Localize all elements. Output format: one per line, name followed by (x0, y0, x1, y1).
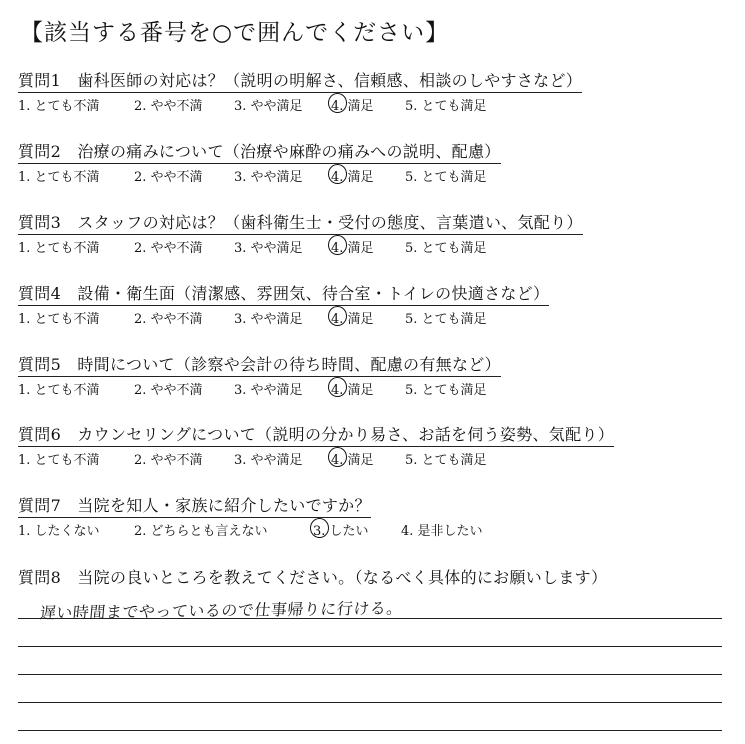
option-4-selected[interactable]: 4. 満足 (331, 99, 374, 114)
handwritten-answer: 遅い時間までやっているので仕事帰りに行ける。 (39, 598, 404, 623)
option-3[interactable]: 3. やや満足 (234, 453, 303, 468)
question-title: 質問1 歯科医師の対応は？（説明の明解さ、信頼感、相談のしやすさなど） (18, 68, 582, 93)
option-4-selected[interactable]: 4. 満足 (331, 170, 374, 185)
option-2[interactable]: 2. やや不満 (134, 453, 203, 468)
selection-circle (328, 377, 347, 397)
option-5[interactable]: 5. とても満足 (405, 312, 487, 327)
option-1[interactable]: 1. とても不満 (18, 170, 100, 185)
option-5[interactable]: 5. とても満足 (405, 453, 487, 468)
selection-circle (328, 164, 347, 184)
question-8-title: 質問8 当院の良いところを教えてください。（なるべく具体的にお願いします） (18, 568, 608, 587)
page-title: 【該当する番号を○で囲んでください】 (20, 20, 450, 46)
option-2[interactable]: 2. やや不満 (134, 383, 203, 398)
option-2[interactable]: 2. やや不満 (134, 241, 203, 256)
option-5[interactable]: 5. とても満足 (405, 99, 487, 114)
option-5[interactable]: 5. とても満足 (405, 241, 487, 256)
option-4[interactable]: 4. 是非したい (401, 524, 483, 539)
option-2[interactable]: 2. やや不満 (134, 99, 203, 114)
question-title: 質問7 当院を知人・家族に紹介したいですか？ (18, 493, 371, 518)
option-2[interactable]: 2. どちらとも言えない (134, 524, 268, 539)
option-3-selected[interactable]: 3. したい (313, 524, 369, 539)
option-5[interactable]: 5. とても満足 (405, 170, 487, 185)
option-3[interactable]: 3. やや満足 (234, 170, 303, 185)
question-title: 質問3 スタッフの対応は？（歯科衛生士・受付の態度、言葉遣い、気配り） (18, 210, 583, 235)
options-row (18, 449, 738, 467)
question-2 (18, 139, 738, 184)
question-3 (18, 210, 738, 255)
option-1[interactable]: 1. したくない (18, 524, 100, 539)
option-2[interactable]: 2. やや不満 (134, 170, 203, 185)
selection-circle (328, 235, 347, 255)
option-1[interactable]: 1. とても不満 (18, 99, 100, 114)
question-7 (18, 493, 738, 538)
option-1[interactable]: 1. とても不満 (18, 383, 100, 398)
question-title: 質問2 治療の痛みについて（治療や麻酔の痛みへの説明、配慮） (18, 139, 501, 164)
selection-circle (328, 93, 347, 113)
options-row (18, 379, 738, 397)
option-3[interactable]: 3. やや満足 (234, 241, 303, 256)
option-1[interactable]: 1. とても不満 (18, 241, 100, 256)
answer-line (18, 619, 722, 647)
options-row (18, 520, 738, 538)
option-4-selected[interactable]: 4. 満足 (331, 383, 374, 398)
option-3[interactable]: 3. やや満足 (234, 312, 303, 327)
options-row (18, 95, 738, 113)
option-5[interactable]: 5. とても満足 (405, 383, 487, 398)
option-1[interactable]: 1. とても不満 (18, 453, 100, 468)
question-title: 質問4 設備・衛生面（清潔感、雰囲気、待合室・トイレの快適さなど） (18, 281, 549, 306)
options-row (18, 166, 738, 184)
options-row (18, 308, 738, 326)
option-1[interactable]: 1. とても不満 (18, 312, 100, 327)
option-4-selected[interactable]: 4. 満足 (331, 241, 374, 256)
question-title: 質問5 時間について（診察や会計の待ち時間、配慮の有無など） (18, 352, 501, 377)
options-row (18, 237, 738, 255)
question-1 (18, 68, 738, 113)
answer-line (18, 703, 722, 731)
selection-circle (328, 447, 347, 467)
option-4-selected[interactable]: 4. 満足 (331, 453, 374, 468)
option-3[interactable]: 3. やや満足 (234, 383, 303, 398)
selection-circle (310, 518, 329, 538)
question-6 (18, 422, 738, 467)
question-title: 質問6 カウンセリングについて（説明の分かり易さ、お話を伺う姿勢、気配り） (18, 422, 614, 447)
option-3[interactable]: 3. やや満足 (234, 99, 303, 114)
answer-line (18, 647, 722, 675)
question-4 (18, 281, 738, 326)
selection-circle (328, 306, 347, 326)
option-4-selected[interactable]: 4. 満足 (331, 312, 374, 327)
question-5 (18, 352, 738, 397)
answer-line (18, 675, 722, 703)
option-2[interactable]: 2. やや不満 (134, 312, 203, 327)
